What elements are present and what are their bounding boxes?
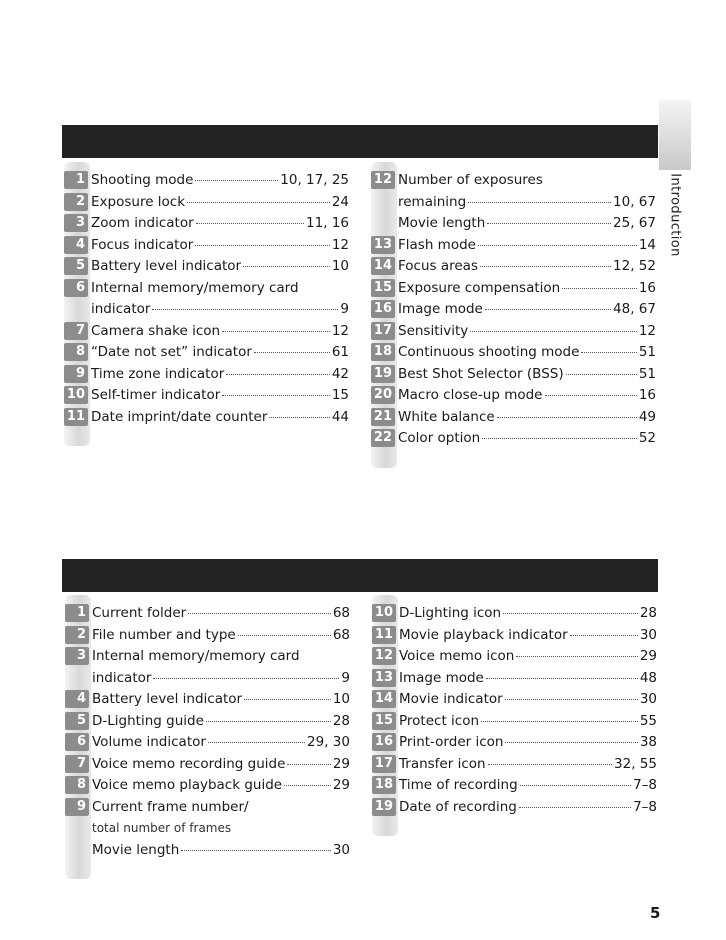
legend-entry: [372, 797, 657, 817]
legend-entry-label: Color option: [398, 430, 481, 446]
legend-entry-label: Date imprint/date counter: [91, 408, 268, 425]
legend-entry-number: 15: [371, 279, 395, 297]
legend-entry-label: Internal memory/memory card: [92, 648, 300, 664]
legend-entry-number: 1: [64, 171, 88, 189]
legend-entry: [371, 256, 656, 276]
legend-entry-label: Movie indicator: [399, 691, 503, 707]
legend-entry-number: 13: [372, 669, 396, 687]
legend-entry-label: Volume indicator: [92, 734, 206, 750]
legend-entry: [65, 754, 350, 774]
legend-entry: [64, 213, 349, 233]
legend-entry-number: 14: [372, 690, 396, 708]
leader-dots: [222, 395, 330, 396]
legend-entry-label: Exposure compensation: [398, 279, 561, 296]
legend-entry: [372, 711, 657, 731]
leader-dots: [488, 764, 612, 765]
legend-entry-label: Print-order icon: [399, 734, 504, 750]
legend-entry-pages: 24: [331, 193, 349, 210]
leader-dots: [505, 699, 638, 700]
legend-entry-pages: 38: [639, 734, 657, 750]
legend-entry-pages: 12: [638, 322, 656, 339]
leader-dots: [562, 288, 637, 289]
legend-entry: [371, 192, 656, 212]
legend-entry-number: 11: [372, 626, 396, 644]
leader-dots: [519, 807, 631, 808]
legend-entry-number: 7: [64, 322, 88, 340]
legend-entry-pages: 30: [639, 691, 657, 707]
legend-entry-pages: 7–8: [633, 798, 657, 815]
legend-entry-pages: 15: [331, 387, 349, 403]
legend-entry-number: 20: [371, 386, 395, 404]
legend-entry: [65, 732, 350, 752]
chapter-tab-label: Introduction: [667, 173, 683, 257]
leader-dots: [468, 202, 611, 203]
legend-entry-label: Exposure lock: [91, 193, 186, 210]
legend-entry-pages: 32, 55: [614, 755, 657, 772]
legend-entry-number: [65, 669, 89, 687]
legend-entry-number: 8: [64, 343, 88, 361]
legend-entry: [64, 235, 349, 255]
legend-entry-number: 10: [372, 604, 396, 622]
legend-entry-number: 3: [64, 214, 88, 232]
legend-entry-label: Movie playback indicator: [399, 626, 568, 643]
legend-entry: [64, 364, 349, 384]
legend-entry-label: D-Lighting guide: [92, 712, 204, 729]
leader-dots: [244, 699, 331, 700]
legend-entry-label: Continuous shooting mode: [398, 344, 580, 360]
legend-entry-number: 21: [371, 408, 395, 426]
leader-dots: [566, 374, 637, 375]
legend-entry-number: 16: [371, 300, 395, 318]
legend-entry-pages: 29: [332, 777, 350, 793]
legend-entry-pages: 10, 67: [613, 193, 656, 210]
legend-entry-pages: 52: [638, 430, 656, 446]
legend-entry: [371, 235, 656, 255]
legend-entry-pages: 12, 52: [613, 258, 656, 274]
legend-entry: [371, 278, 656, 298]
legend-entry-label: Battery level indicator: [91, 258, 242, 274]
legend-entry-number: 5: [65, 712, 89, 730]
legend-entry: [371, 299, 656, 319]
legend-entry-label: Best Shot Selector (BSS): [398, 365, 564, 382]
leader-dots: [195, 180, 278, 181]
legend-entry: [64, 192, 349, 212]
legend-entry: [65, 603, 350, 623]
leader-dots: [152, 309, 338, 310]
leader-dots: [481, 721, 638, 722]
legend-entry-label: White balance: [398, 408, 495, 425]
legend-entry-pages: 16: [638, 279, 656, 296]
leader-dots: [181, 850, 331, 851]
legend-entry-label: Zoom indicator: [91, 215, 194, 231]
leader-dots: [284, 785, 331, 786]
legend-entry-pages: 14: [638, 236, 656, 253]
legend-entry-number: 12: [372, 647, 396, 665]
legend-entry-number: 6: [64, 279, 88, 297]
legend-entry-pages: 42: [331, 365, 349, 382]
legend-entry: [371, 428, 656, 448]
legend-entry-number: 1: [65, 604, 89, 622]
legend-entry-number: 15: [372, 712, 396, 730]
legend-entry-pages: 9: [340, 301, 349, 317]
legend-entry-number: 18: [371, 343, 395, 361]
leader-dots: [206, 721, 331, 722]
legend-entry-label: D-Lighting icon: [399, 605, 502, 621]
legend-entry-number: 17: [372, 755, 396, 773]
legend-entry-number: 4: [65, 690, 89, 708]
legend-entry: [372, 689, 657, 709]
leader-dots: [478, 245, 637, 246]
legend-entry: [64, 256, 349, 276]
legend-entry-label: Flash mode: [398, 236, 476, 253]
legend-entry-label: Voice memo playback guide: [92, 777, 283, 793]
legend-entry: [372, 668, 657, 688]
legend-entry: [372, 754, 657, 774]
leader-dots: [208, 742, 305, 743]
leader-dots: [254, 352, 330, 353]
leader-dots: [226, 374, 330, 375]
legend-entry-pages: 61: [331, 344, 349, 360]
leader-dots: [570, 635, 638, 636]
legend-entry-label: Movie length: [398, 215, 486, 231]
legend-entry-pages: 7–8: [633, 777, 657, 793]
legend-entry-number: 2: [64, 193, 88, 211]
legend-entry: [371, 385, 656, 405]
legend-entry-number: [65, 819, 89, 837]
leader-dots: [196, 223, 304, 224]
section-header-bar-shooting: [62, 125, 658, 158]
legend-entry-pages: 12: [331, 322, 349, 339]
leader-dots: [520, 785, 631, 786]
legend-entry: [371, 364, 656, 384]
leader-dots: [485, 309, 611, 310]
leader-dots: [188, 613, 331, 614]
leader-dots: [187, 202, 330, 203]
leader-dots: [195, 245, 330, 246]
leader-dots: [545, 395, 637, 396]
legend-entry: [371, 342, 656, 362]
legend-entry-number: [371, 193, 395, 211]
legend-entry-number: [65, 841, 89, 859]
legend-entry-number: 19: [372, 798, 396, 816]
legend-entry-number: 17: [371, 322, 395, 340]
legend-entry-label: Sensitivity: [398, 322, 469, 339]
legend-entry-pages: 55: [639, 712, 657, 729]
legend-entry: [64, 407, 349, 427]
legend-entry: [64, 278, 349, 298]
leader-dots: [153, 678, 339, 679]
leader-dots: [516, 656, 637, 657]
legend-entry-number: 9: [64, 365, 88, 383]
legend-entry-number: 8: [65, 776, 89, 794]
legend-entry: [65, 775, 350, 795]
legend-entry-pages: 29: [639, 648, 657, 664]
legend-entry-number: 16: [372, 733, 396, 751]
legend-entry-label: Image mode: [398, 301, 483, 317]
leader-dots: [503, 613, 638, 614]
legend-entry-label: Voice memo icon: [399, 648, 515, 664]
leader-dots: [470, 331, 637, 332]
legend-entry-number: 19: [371, 365, 395, 383]
legend-entry-pages: 30: [639, 626, 657, 643]
legend-entry-number: [371, 214, 395, 232]
legend-entry-number: 12: [371, 171, 395, 189]
leader-dots: [497, 417, 637, 418]
legend-entry-label: Internal memory/memory card: [91, 279, 299, 296]
legend-entry-pages: 28: [332, 712, 350, 729]
legend-entry-number: 14: [371, 257, 395, 275]
leader-dots: [581, 352, 636, 353]
legend-entry: [64, 342, 349, 362]
legend-entry-pages: 49: [638, 408, 656, 425]
legend-entry: [64, 299, 349, 319]
legend-entry-number: 10: [64, 386, 88, 404]
legend-entry-number: 6: [65, 733, 89, 751]
legend-entry-label: Time of recording: [399, 777, 518, 793]
legend-entry-pages: 16: [638, 387, 656, 403]
legend-entry-pages: 30: [332, 841, 350, 858]
legend-entry: [65, 797, 350, 817]
legend-entry-label: Date of recording: [399, 798, 517, 815]
leader-dots: [482, 438, 637, 439]
legend-entry-number: 13: [371, 236, 395, 254]
legend-entry-label: remaining: [398, 193, 467, 210]
legend-entry-pages: 44: [331, 408, 349, 425]
legend-entry: [372, 732, 657, 752]
leader-dots: [222, 331, 330, 332]
leader-dots: [243, 266, 330, 267]
legend-entry: [65, 818, 350, 838]
legend-entry-pages: 9: [341, 669, 350, 686]
legend-entry-pages: 68: [332, 626, 350, 643]
legend-entry: [65, 689, 350, 709]
legend-entry-label: “Date not set” indicator: [91, 344, 252, 360]
legend-entry: [372, 775, 657, 795]
legend-entry-number: 22: [371, 429, 395, 447]
legend-entry: [372, 603, 657, 623]
legend-entry: [65, 711, 350, 731]
legend-entry-number: 4: [64, 236, 88, 254]
legend-entry-pages: 28: [639, 605, 657, 621]
legend-entry-pages: 51: [638, 344, 656, 360]
legend-entry: [65, 668, 350, 688]
legend-entry: [371, 407, 656, 427]
legend-entry-pages: 29, 30: [307, 734, 350, 750]
legend-entry: [64, 321, 349, 341]
legend-entry-label: Number of exposures: [398, 172, 543, 188]
page-number: 5: [650, 904, 661, 922]
legend-entry-pages: 12: [331, 236, 349, 253]
legend-entry: [372, 646, 657, 666]
legend-entry-pages: 48: [639, 669, 657, 686]
legend-entry-label: Focus indicator: [91, 236, 194, 253]
leader-dots: [238, 635, 331, 636]
legend-entry-pages: 10: [331, 258, 349, 274]
legend-entry-pages: 68: [332, 605, 350, 621]
legend-entry-label: total number of frames: [92, 821, 232, 835]
legend-entry-label: Image mode: [399, 669, 484, 686]
legend-entry: [371, 213, 656, 233]
legend-entry-label: indicator: [91, 301, 151, 317]
legend-entry: [65, 646, 350, 666]
legend-entry-pages: 10, 17, 25: [280, 172, 349, 188]
leader-dots: [505, 742, 637, 743]
legend-entry-number: 3: [65, 647, 89, 665]
legend-entry-label: Current frame number/: [92, 798, 249, 815]
leader-dots: [487, 223, 611, 224]
legend-entry-number: 9: [65, 798, 89, 816]
legend-entry-label: Protect icon: [399, 712, 480, 729]
legend-entry-label: Camera shake icon: [91, 322, 221, 339]
legend-entry-label: Focus areas: [398, 258, 478, 274]
legend-entry-label: Shooting mode: [91, 172, 194, 188]
legend-entry-label: Battery level indicator: [92, 691, 243, 707]
legend-entry-number: [64, 300, 88, 318]
legend-entry-number: 2: [65, 626, 89, 644]
legend-entry-pages: 51: [638, 365, 656, 382]
legend-entry-pages: 10: [332, 691, 350, 707]
legend-entry: [64, 170, 349, 190]
chapter-tab: [659, 100, 691, 170]
section-header-bar-playback: [62, 559, 658, 592]
legend-entry-number: 18: [372, 776, 396, 794]
legend-entry-label: Self-timer indicator: [91, 387, 221, 403]
leader-dots: [269, 417, 329, 418]
legend-entry-label: Movie length: [92, 841, 180, 858]
legend-entry-label: Macro close-up mode: [398, 387, 543, 403]
legend-entry-pages: 29: [332, 755, 350, 772]
legend-entry-label: Time zone indicator: [91, 365, 225, 382]
leader-dots: [480, 266, 611, 267]
legend-entry-number: 7: [65, 755, 89, 773]
legend-entry-number: 11: [64, 408, 88, 426]
legend-entry-label: Current folder: [92, 605, 187, 621]
legend-entry-number: 5: [64, 257, 88, 275]
legend-entry: [65, 625, 350, 645]
legend-entry: [65, 840, 350, 860]
legend-entry-label: indicator: [92, 669, 152, 686]
leader-dots: [287, 764, 330, 765]
leader-dots: [486, 678, 638, 679]
legend-entry-label: Voice memo recording guide: [92, 755, 286, 772]
legend-entry: [372, 625, 657, 645]
legend-entry-label: Transfer icon: [399, 755, 486, 772]
legend-entry: [371, 170, 656, 190]
legend-entry-pages: 25, 67: [613, 215, 656, 231]
legend-entry: [371, 321, 656, 341]
legend-entry: [64, 385, 349, 405]
legend-entry-pages: 11, 16: [306, 215, 349, 231]
legend-entry-pages: 48, 67: [613, 301, 656, 317]
legend-entry-label: File number and type: [92, 626, 236, 643]
